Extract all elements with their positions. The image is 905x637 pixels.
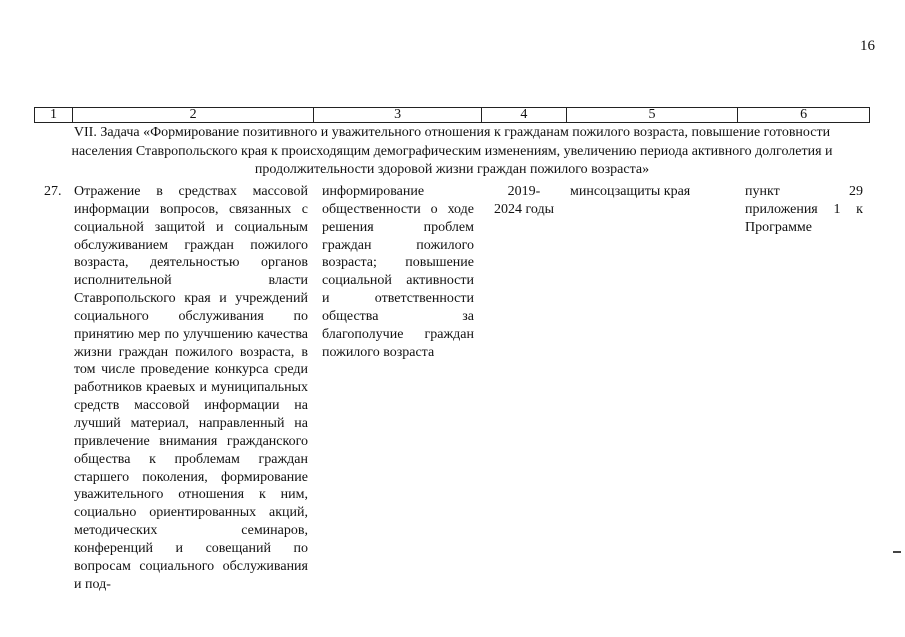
implementation-period: 2019- 2024 годы xyxy=(493,184,555,217)
section-title-line: VII. Задача «Формирование позитивного и уважительного отношения к гражданам пожилого возраста, повышение готовности xyxy=(73,125,831,140)
column-number-2: 2 xyxy=(73,108,314,122)
row-number: 27. xyxy=(44,184,62,199)
column-number-4: 4 xyxy=(482,108,567,122)
column-number-5: 5 xyxy=(567,108,739,122)
expected-result: информирование общественности о ходе решения проблем граждан пожилого возраста; повышение социальной активности и ответственности общества за благополучие граждан пожилого возраста xyxy=(322,184,474,360)
column-number-6: 6 xyxy=(800,107,808,122)
column-number-3: 3 xyxy=(314,108,482,122)
program-reference: пункт 29 приложения 1 к Программе xyxy=(745,184,863,235)
section-title xyxy=(34,124,870,180)
section-title-line: продолжительности здоровой жизни граждан пожилого возраста» xyxy=(254,162,650,177)
table-header-row xyxy=(34,107,870,123)
column-number-1: 1 xyxy=(35,108,73,122)
page-number: 16 xyxy=(860,38,875,54)
section-title-line: населения Ставропольского края к происходящим демографическим изменениям, увеличению периода активного долголетия и xyxy=(71,143,833,159)
responsible-executor: минсоцзащиты края xyxy=(570,184,691,199)
margin-mark xyxy=(893,551,901,553)
measure-description: Отражение в средствах массовой информации вопросов, связанных с социальной защитой и социальным обслуживанием граждан пожилого возраста, деятельностью органов исполнительной власти Ставропольского края и учреждений социального обслуживания по принятию мер по улучшению качества жизни граждан пожилого возраста, в том числе проведение конкурса среди работников краевых и муниципальных средств массовой информации на лучший материал, направленный на привлечение внимания гражданского общества к проблемам граждан старшего поколения, формирование уважительного отношения к ним, социально ориентированных акций, методических семинаров, конференций и совещаний по вопросам социального обслуживания и под- xyxy=(74,184,308,592)
